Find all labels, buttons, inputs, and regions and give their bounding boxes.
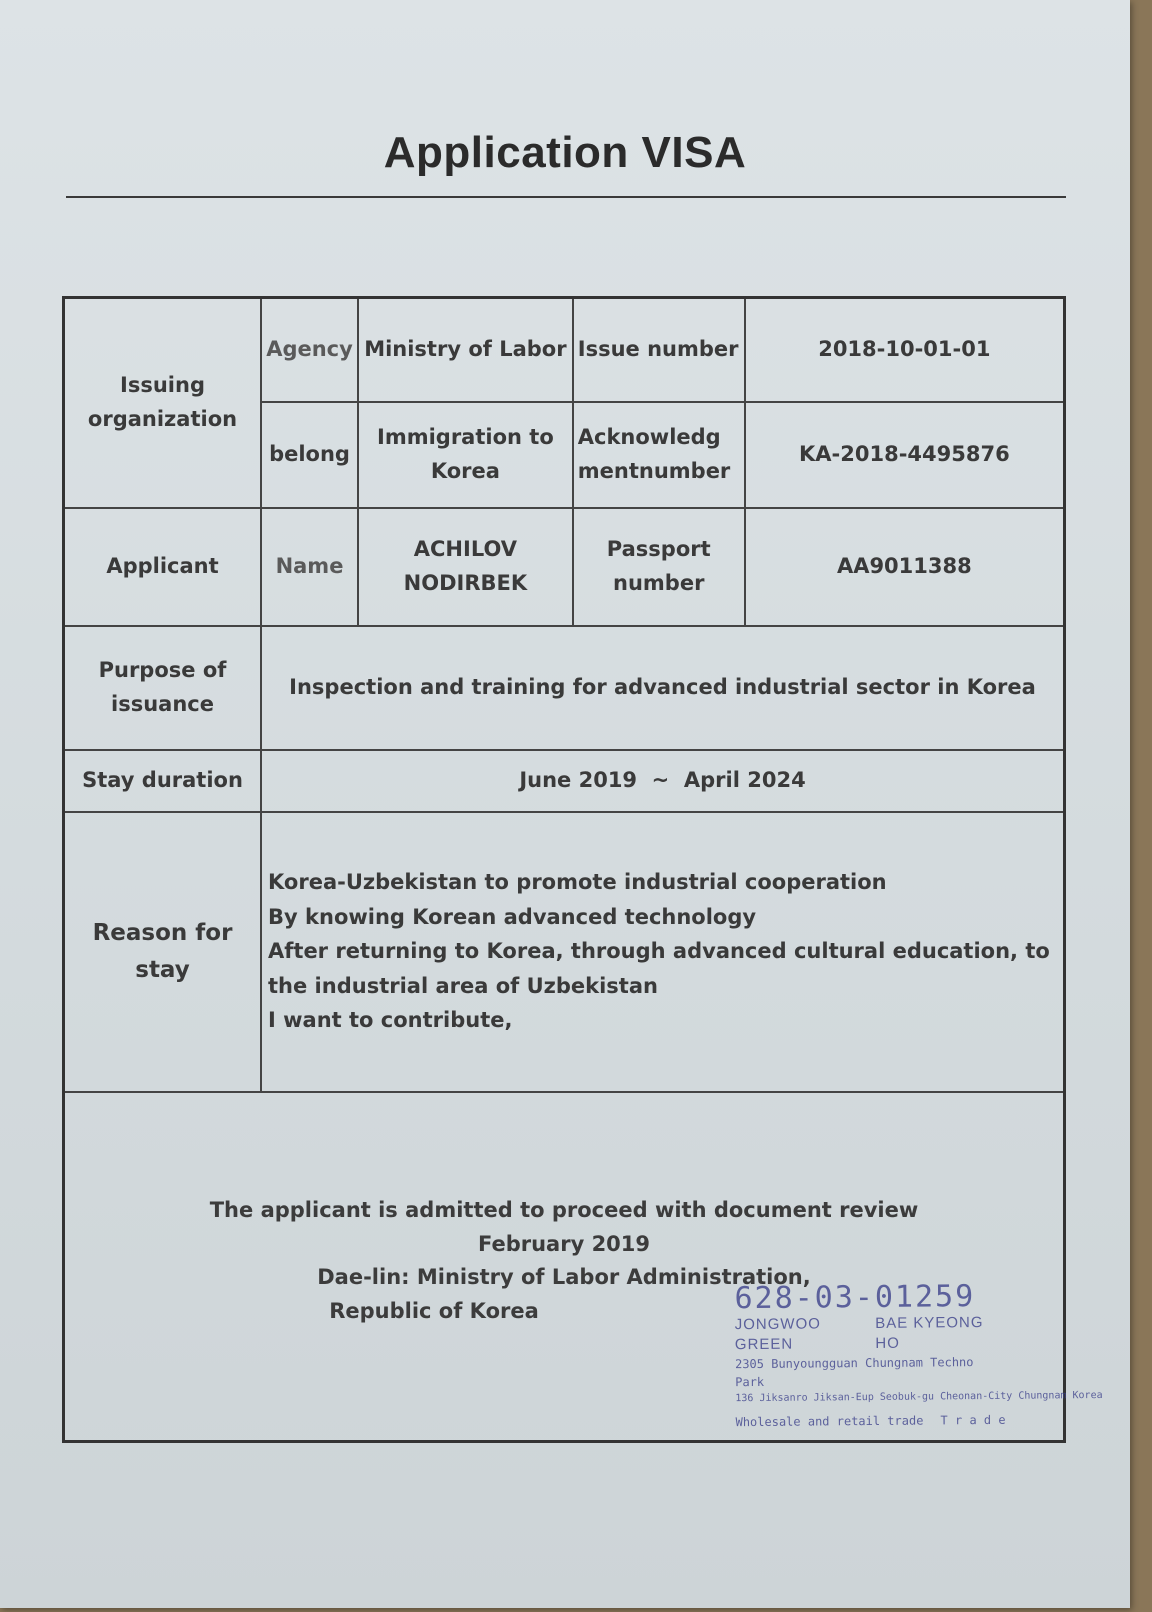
reason-line: After returning to Korea, through advanced cultural education, to the industrial area of Uzbekistan xyxy=(268,939,1050,998)
stamp-address-line-1: 2305 Bunyoungguan Chungnam Techno Park xyxy=(734,1355,974,1390)
reason-line: Korea-Uzbekistan to promote industrial cooperation xyxy=(268,869,887,894)
admission-country: Republic of Korea xyxy=(329,1298,539,1323)
stay-duration-heading: Stay duration xyxy=(64,750,262,812)
reason-line: By knowing Korean advanced technology xyxy=(268,904,757,929)
name-value: ACHILOV NODIRBEK xyxy=(358,508,573,626)
reason-line: I want to contribute, xyxy=(268,1008,513,1033)
passport-number-label: Passport number xyxy=(573,508,745,626)
acknowledgment-number-label: Acknowledgmentnumber xyxy=(573,402,745,508)
stay-duration-value: June 2019 ~ April 2024 xyxy=(261,750,1064,812)
stamp-address-line-2: 136 Jiksanro Jiksan-Eup Seobuk-gu Cheonan-City Chungnam Korea xyxy=(735,1389,1103,1405)
belong-value: Immigration to Korea xyxy=(358,402,573,508)
visa-form-table xyxy=(62,296,1103,1443)
stamp-trade: T r a d e xyxy=(940,1412,1006,1428)
admission-date: February 2019 xyxy=(477,1231,651,1256)
applicant-heading: Applicant xyxy=(64,508,262,626)
stamp-business-type: Wholesale and retail trade xyxy=(735,1413,924,1430)
stamp-registration-number: 628-03-01259 xyxy=(734,1279,976,1317)
stamp-person-name: BAE KYEONG HO xyxy=(875,1314,984,1352)
agency-value: Ministry of Labor xyxy=(358,298,573,402)
purpose-value: Inspection and training for advanced industrial sector in Korea xyxy=(261,626,1064,750)
issue-number-label: Issue number xyxy=(573,298,745,402)
issue-number-value: 2018-10-01-01 xyxy=(745,298,1065,402)
reason-value xyxy=(261,812,1064,1092)
company-stamp xyxy=(734,1279,1103,1433)
passport-number-value: AA9011388 xyxy=(745,508,1065,626)
belong-label: belong xyxy=(261,402,358,508)
purpose-heading: Purpose of issuance xyxy=(64,626,262,750)
agency-label: Agency xyxy=(261,298,358,402)
admission-authority: Dae-lin: Ministry of Labor Administration, xyxy=(317,1265,811,1290)
reason-heading: Reason for stay xyxy=(64,812,262,1092)
document-title: Application VISA xyxy=(383,128,747,177)
acknowledgment-number-value: KA-2018-4495876 xyxy=(745,402,1065,508)
name-label: Name xyxy=(261,508,358,626)
admission-line-1: The applicant is admitted to proceed with document review xyxy=(209,1198,919,1223)
stamp-company-name: JONGWOO GREEN xyxy=(734,1315,821,1354)
title-divider xyxy=(66,196,1066,198)
issuing-organization-heading: Issuing organization xyxy=(64,298,262,508)
